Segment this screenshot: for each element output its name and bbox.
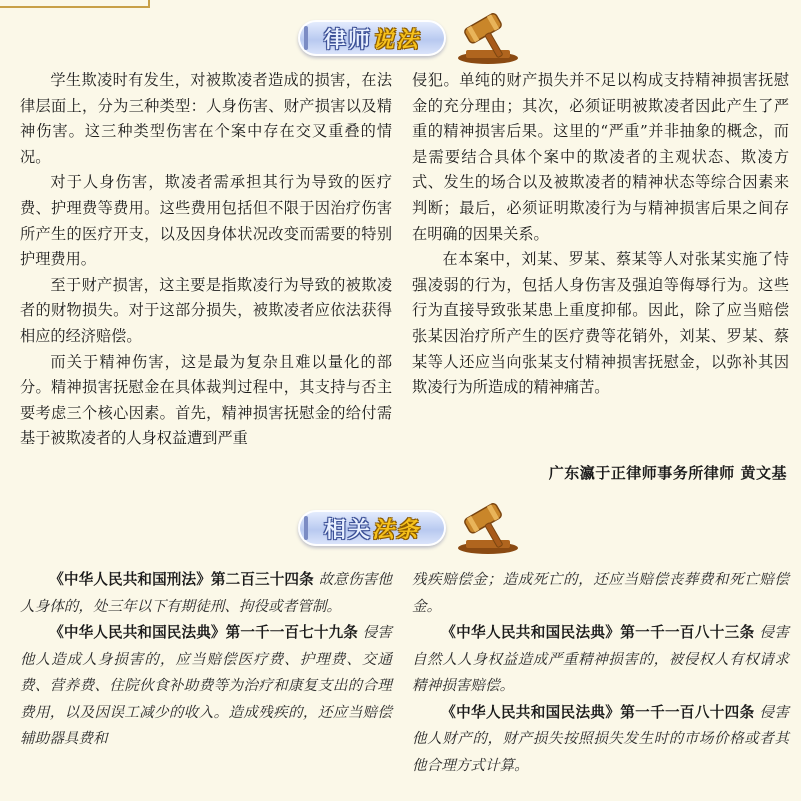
banner-title-part2: 说法 bbox=[372, 27, 421, 53]
law-article-ref: 《中华人民共和国民法典》第一千一百七十九条 bbox=[49, 624, 358, 641]
border-corner bbox=[0, 0, 150, 8]
lawyer-commentary-banner bbox=[298, 18, 446, 58]
law-article-ref: 《中华人民共和国民法典》第一千一百八十四条 bbox=[441, 703, 755, 721]
gavel-icon bbox=[452, 496, 528, 556]
related-laws-banner bbox=[298, 508, 446, 548]
banner-pill bbox=[298, 20, 446, 56]
law-article-text: 侵害他人财产的，财产损失按照损失发生时的市场价格或者其他合理方式计算。 bbox=[412, 703, 789, 774]
commentary-left-column bbox=[20, 68, 392, 452]
law-article bbox=[20, 567, 392, 620]
banner-title-part1: 相关 bbox=[324, 517, 373, 543]
law-article-text: 侵害他人造成人身损害的，应当赔偿医疗费、护理费、交通费、营养费、住院伙食补助费等为治疗和康复支出的合理费用，以及因误工减少的收入。造成残疾的，还应当赔偿辅助器具费和 bbox=[20, 624, 392, 747]
gavel-icon bbox=[452, 6, 528, 66]
law-article-text: 故意伤害他人身体的，处三年以下有期徒刑、拘役或者管制。 bbox=[20, 571, 392, 615]
law-article-text: 侵害自然人人身权益造成严重精神损害的，被侵权人有权请求精神损害赔偿。 bbox=[412, 624, 789, 694]
law-article-ref: 《中华人民共和国民法典》第一千一百八十三条 bbox=[441, 624, 755, 641]
commentary-paragraph: 至于财产损害，这主要是指欺凌行为导致的被欺凌者的财物损失。对于这部分损失，被欺凌者应依法获得相应的经济赔偿。 bbox=[20, 275, 392, 345]
banner-title-part1: 律师 bbox=[324, 27, 373, 53]
commentary-paragraph: 学生欺凌时有发生，对被欺凌者造成的损害，在法律层面上，分为三种类型：人身伤害、财产损害以及精神伤害。这三种类型伤害在个案中存在交叉重叠的情况。 bbox=[20, 71, 392, 166]
law-article bbox=[412, 620, 789, 700]
laws-right-column bbox=[412, 567, 789, 779]
banner-title-part2: 法条 bbox=[372, 517, 421, 543]
author-signature: 广东瀛于正律师事务所律师 黄文基 bbox=[548, 464, 787, 482]
law-article-continued bbox=[412, 567, 789, 620]
law-article bbox=[20, 620, 392, 753]
commentary-right-column bbox=[412, 68, 789, 401]
commentary-paragraph: 对于人身伤害，欺凌者需承担其行为导致的医疗费、护理费等费用。这些费用包括但不限于因治疗伤害所产生的医疗开支，以及因身体状况改变而需要的特别护理费用。 bbox=[20, 173, 392, 269]
law-article-ref: 《中华人民共和国刑法》第二百三十四条 bbox=[49, 571, 314, 588]
law-article-text: 残疾赔偿金；造成死亡的，还应当赔偿丧葬费和死亡赔偿金。 bbox=[412, 571, 789, 615]
commentary-paragraph: 而关于精神伤害，这是最为复杂且难以量化的部分。精神损害抚慰金在具体裁判过程中，其支持与否主要考虑三个核心因素。首先，精神损害抚慰金的给付需基于被欺凌者的人身权益遭到严重 bbox=[20, 352, 392, 448]
law-article bbox=[412, 700, 789, 780]
laws-left-column bbox=[20, 567, 392, 753]
commentary-paragraph-continued: 侵犯。单纯的财产损失并不足以构成支持精神损害抚慰金的充分理由；其次，必须证明被欺凌者因此产生了严重的精神损害后果。这里的“严重”并非抽象的概念，而是需要结合具体个案中的欺凌者的主观状态、欺凌方式、发生的场合以及被欺凌者的精神状态等综合因素来判断；最后，必须证明欺凌行为与精神损害后果之间存在明确的因果关系。 bbox=[412, 71, 789, 243]
commentary-paragraph-case: 在本案中，刘某、罗某、蔡某等人对张某实施了恃强凌弱的行为，包括人身伤害及强迫等侮辱行为。这些行为直接导致张某患上重度抑郁。因此，除了应当赔偿张某因治疗所产生的医疗费等花销外，刘某、罗某、蔡某等人还应当向张某支付精神损害抚慰金，以弥补其因欺凌行为所造成的精神痛苦。 bbox=[412, 250, 789, 397]
banner-pill bbox=[298, 510, 446, 546]
